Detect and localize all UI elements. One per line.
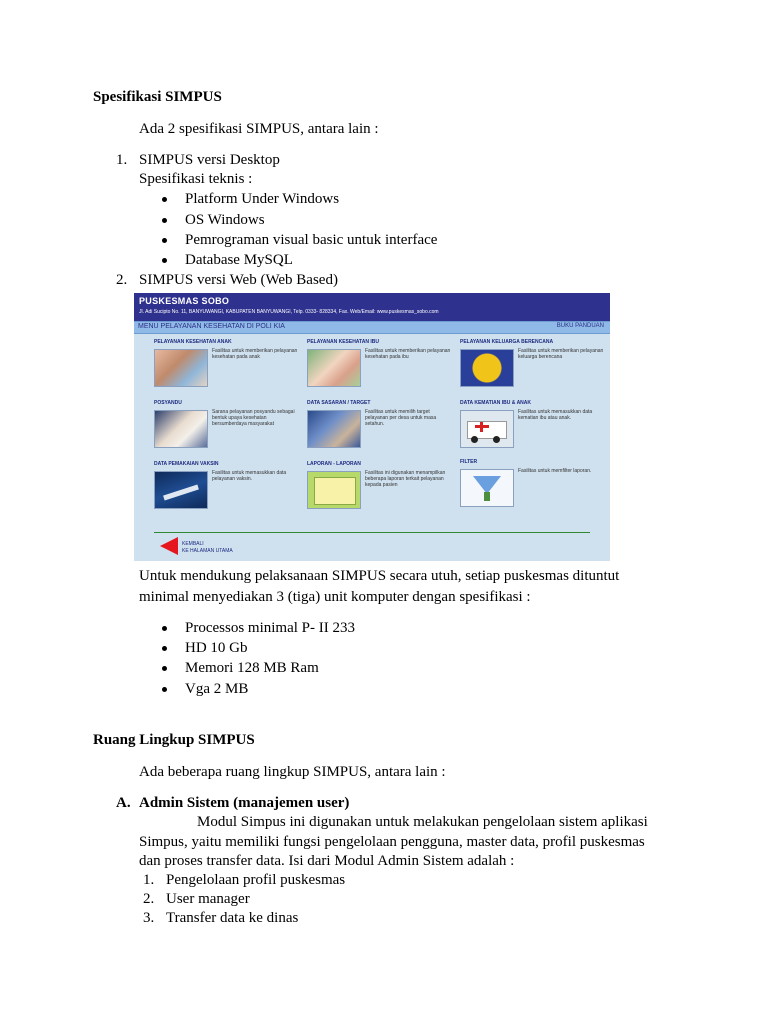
menu-tile-data-sasaran: [307, 400, 455, 456]
bullet-item: OS Windows: [185, 212, 265, 228]
tile-title: FILTER: [460, 459, 478, 465]
tile-description: Fasilitas untuk memberikan pelayanan kesehatan pada ibu: [365, 348, 451, 360]
sub-paragraph-line: Simpus, yaitu memiliki fungsi pengelolaan pengguna, master data, profil puskesmas: [139, 834, 645, 850]
section-heading-ruang-lingkup: Ruang Lingkup SIMPUS: [93, 732, 255, 748]
list-item-title: SIMPUS versi Desktop: [139, 152, 280, 168]
tile-title: DATA KEMATIAN IBU & ANAK: [460, 400, 532, 406]
tile-description: Fasilitas untuk memilih target pelayanan per desa untuk masa setahun.: [365, 409, 437, 427]
menu-tile-filter: [460, 459, 608, 515]
simpus-web-screenshot: [134, 293, 610, 561]
screenshot-address: Jl. Adi Sucipto No. 11, BANYUWANGI, KABUPATEN BANYUWANGI, Telp. 0333- 828334, Fax. Web/Email: www.puskesmas_sobo.com: [139, 309, 439, 315]
list-item: Transfer data ke dinas: [166, 910, 299, 926]
tile-description: Fasilitas untuk memasukkan data kematian ibu atau anak.: [518, 409, 593, 421]
tile-description: Fasilitas untuk memasukkan data pelayanan vaksin.: [212, 470, 287, 482]
children-photo-icon: [154, 349, 208, 387]
screenshot-menu-bar: [134, 321, 610, 334]
menu-title: MENU PELAYANAN KESEHATAN DI POLI KIA: [138, 323, 285, 330]
tile-description: Fasilitas untuk memfilter laporan.: [518, 468, 592, 474]
tile-title: DATA PEMAKAIAN VAKSIN: [154, 461, 219, 467]
section-intro: Ada beberapa ruang lingkup SIMPUS, antara lain :: [139, 764, 446, 780]
sub-paragraph-line: dan proses transfer data. Isi dari Modul Admin Sistem adalah :: [139, 853, 515, 869]
list-number: 1.: [143, 872, 155, 888]
back-link-line1: KEMBALI: [182, 541, 204, 547]
guide-link: BUKU PANDUAN: [556, 323, 604, 329]
bullet-item: Processos minimal P- II 233: [185, 620, 355, 636]
screenshot-title: PUSKESMAS SOBO: [139, 296, 230, 306]
tile-title: LAPORAN - LAPORAN: [307, 461, 361, 467]
tile-title: PELAYANAN KESEHATAN IBU: [307, 339, 379, 345]
tile-description: Fasilitas untuk memberikan pelayanan keluarga berencana: [518, 348, 604, 360]
family-planning-logo-icon: [460, 349, 514, 387]
back-link: [182, 541, 233, 555]
section-heading-spesifikasi: Spesifikasi SIMPUS: [93, 89, 222, 105]
list-number: 2.: [143, 891, 155, 907]
menu-tile-keluarga-berencana: [460, 339, 608, 395]
tile-description: Fasilitas ini digunakan menampilkan beberapa laporan terkait pelayanan kepada pasien: [365, 470, 446, 488]
menu-tile-kesehatan-ibu: [307, 339, 455, 395]
list-item: Pengelolaan profil puskesmas: [166, 872, 346, 888]
tile-description: Sarana pelayanan posyandu sebagai bentuk upaya kesehatan bersumberdaya masyarakat: [212, 409, 295, 427]
posyandu-photo-icon: [154, 410, 208, 448]
list-number: 3.: [143, 910, 155, 926]
tile-title: PELAYANAN KELUARGA BERENCANA: [460, 339, 554, 345]
menu-tile-posyandu: [154, 400, 302, 456]
support-paragraph-line: minimal menyediakan 3 (tiga) unit komputer dengan spesifikasi :: [139, 589, 531, 605]
bullet-item: Pemrograman visual basic untuk interface: [185, 232, 438, 248]
list-item-subtitle: Spesifikasi teknis :: [139, 171, 253, 187]
sub-title: Admin Sistem (manajemen user): [139, 795, 350, 811]
tile-title: PELAYANAN KESEHATAN ANAK: [154, 339, 232, 345]
list-item-title: SIMPUS versi Web (Web Based): [139, 272, 338, 288]
bullet-item: Database MySQL: [185, 252, 293, 268]
list-item: User manager: [166, 891, 250, 907]
bullet-item: Platform Under Windows: [185, 191, 340, 207]
report-chart-icon: [307, 471, 361, 509]
target-photo-icon: [307, 410, 361, 448]
bullet-item: Vga 2 MB: [185, 681, 249, 697]
section-intro: Ada 2 spesifikasi SIMPUS, antara lain :: [139, 121, 379, 137]
menu-tile-pemakaian-vaksin: [154, 461, 302, 517]
ambulance-icon: [460, 410, 514, 448]
filter-funnel-icon: [460, 469, 514, 507]
screenshot-header: [134, 293, 610, 321]
back-arrow-icon: [160, 537, 178, 555]
menu-tile-kesehatan-anak: [154, 339, 302, 395]
support-paragraph-line: Untuk mendukung pelaksanaan SIMPUS secara utuh, setiap puskesmas dituntut: [139, 568, 620, 584]
bullet-item: HD 10 Gb: [185, 640, 248, 656]
menu-tile-data-kematian: [460, 400, 608, 456]
back-link-line2: KE HALAMAN UTAMA: [182, 548, 233, 554]
syringe-icon: [154, 471, 208, 509]
bullet-item: Memori 128 MB Ram: [185, 660, 319, 676]
mother-photo-icon: [307, 349, 361, 387]
screenshot-divider: [154, 532, 590, 533]
sub-letter: A.: [116, 795, 131, 811]
list-number: 1.: [116, 152, 128, 168]
sub-paragraph-line: Modul Simpus ini digunakan untuk melakukan pengelolaan sistem aplikasi: [197, 814, 648, 830]
tile-title: POSYANDU: [154, 400, 182, 406]
tile-title: DATA SASARAN / TARGET: [307, 400, 371, 406]
menu-tile-laporan: [307, 461, 455, 517]
tile-description: Fasilitas untuk memberikan pelayanan kesehatan pada anak: [212, 348, 298, 360]
list-number: 2.: [116, 272, 128, 288]
